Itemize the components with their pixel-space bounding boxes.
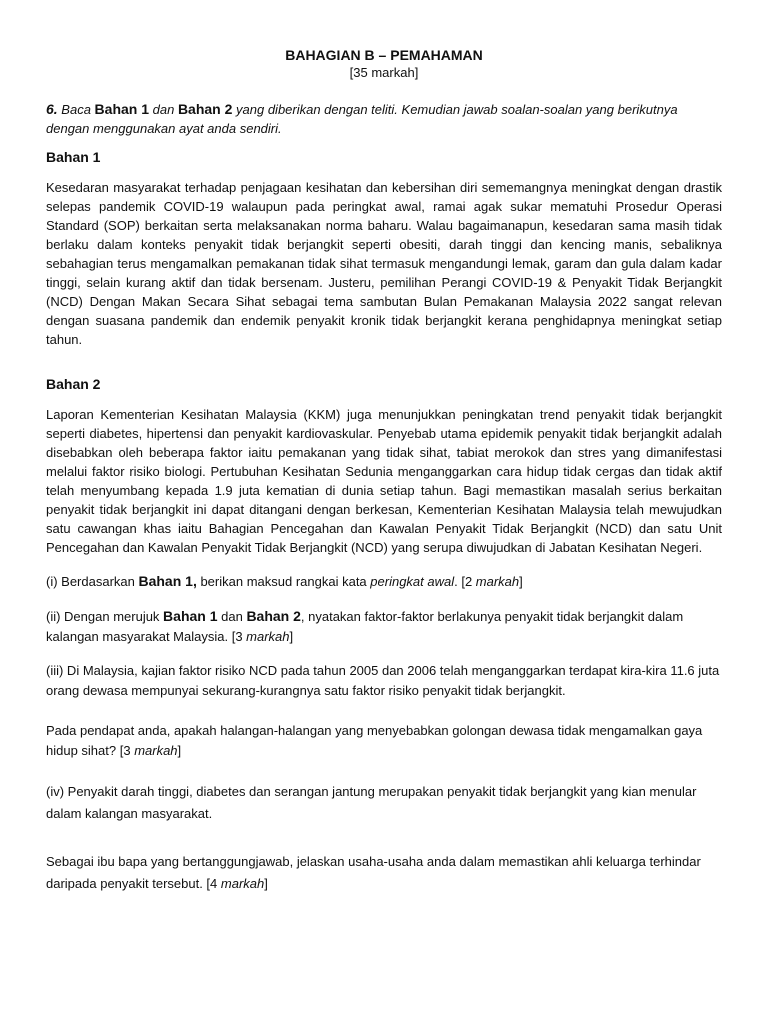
- q1-text-e: . [2: [454, 574, 476, 589]
- q1-text-c: berikan maksud rangkai kata: [196, 574, 371, 589]
- bahan1-text: Kesedaran masyarakat terhadap penjagaan kesihatan dan kebersihan diri sememangnya meningkat dengan drastik selepas pandemik COVID-19 walaupun pada peringkat awal, ramai agak sukar mematuhi Prosedur Operasi Standard (SOP) berkaitan serta melaksanakan norma baharu. Walau bagaimanapun, kesedaran sama masih tidak berlaku dalam konteks penyakit tidak berjangkit seperti obesiti, darah tinggi dan kencing manis, sebaliknya sebahagian terus mengamalkan pemakanan tidak sihat termasuk mengandungi lemak, garam dan gula dalam kadar tinggi, selain kurang aktif dan tidak bersenam. Justeru, pemilihan Perangi COVID-19 & Penyakit Tidak Berjangkit (NCD) Dengan Makan Secara Sihat sebagai tema sambutan Bulan Pemakanan Malaysia 2022 sangat relevan dengan suasana pandemik dan endemik penyakit kronik tidak berjangkit kerana penghidapnya meningkat setiap tahun.: [46, 180, 722, 347]
- q2-text-c: dan: [217, 609, 247, 624]
- q2-bahan2-ref: Bahan 2: [246, 608, 301, 624]
- spacer: [46, 761, 722, 781]
- question-instruction: [46, 100, 722, 138]
- question-iii: [46, 721, 722, 761]
- question-iv: [46, 851, 722, 895]
- section-marks: [35 markah]: [349, 65, 419, 80]
- question-ii: [46, 606, 722, 647]
- q2-bahan1-ref: Bahan 1: [163, 608, 218, 624]
- bahan1-ref: Bahan 1: [94, 101, 150, 117]
- q4-markah: markah: [220, 876, 265, 891]
- q3-text-c: ]: [177, 743, 182, 758]
- q2-text-e: , nyatakan faktor-faktor berlakunya penyakit tidak berjangkit dalam kalangan masyarakat Malaysia. [3: [46, 609, 684, 644]
- q1-phrase: peringkat awal: [370, 574, 455, 589]
- q2-text-g: ]: [289, 629, 294, 644]
- question-number: 6.: [46, 101, 58, 117]
- q1-markah: markah: [475, 574, 520, 589]
- q1-text-g: ]: [519, 574, 523, 589]
- bahan2-heading: Bahan 2: [46, 376, 101, 392]
- section-title: BAHAGIAN B – PEMAHAMAN: [285, 47, 483, 63]
- spacer: [46, 592, 722, 606]
- spacer: [46, 349, 722, 375]
- q2-text-a: (ii) Dengan merujuk: [46, 609, 164, 624]
- instruction-text-1: Baca: [57, 102, 95, 117]
- q1-text-a: (i) Berdasarkan: [46, 574, 139, 589]
- spacer: [46, 557, 722, 571]
- spacer: [46, 701, 722, 721]
- bahan2-ref: Bahan 2: [177, 101, 233, 117]
- question-iii-stem: (iii) Di Malaysia, kajian faktor risiko NCD pada tahun 2005 dan 2006 telah menganggarkan terdapat kira-kira 11.6 juta orang dewasa mempunyai sekurang-kurangnya satu faktor risiko penyakit tidak berjangkit.: [46, 663, 720, 698]
- q2-markah: markah: [246, 629, 290, 644]
- instruction-text-3: yang diberikan dengan teliti. Kemudian jawab soalan-soalan yang berikutnya dengan menggunakan ayat anda sendiri.: [46, 102, 678, 136]
- question-i: [46, 571, 722, 592]
- instruction-text-2: dan: [149, 102, 178, 117]
- q4-text-a: Sebagai ibu bapa yang bertanggungjawab, jelaskan usaha-usaha anda dalam memastikan ahli keluarga terhindar daripada penyakit tersebut. [4: [46, 854, 701, 891]
- q3-markah: markah: [134, 743, 178, 758]
- bahan2-text: Laporan Kementerian Kesihatan Malaysia (KKM) juga menunjukkan peningkatan trend penyakit tidak berjangkit seperti diabetes, hipertensi dan penyakit kardiovaskular. Penyebab utama epidemik penyakit tidak berjangkit adalah disebabkan oleh beberapa faktor iaitu pemakanan yang tidak sihat, tabiat merokok dan stres yang dimanifestasi melalui faktor risiko biologi. Pertubuhan Kesihatan Sedunia menganggarkan cara hidup tidak cergas dan tidak aktif telah menyumbang kepada 1.9 juta kematian di dunia setiap tahun. Bagi memastikan masalah serius berkaitan penyakit tidak berjangkit ini dapat ditangani dengan berkesan, Kementerian Kesihatan Malaysia telah mewujudkan satu cawangan khas iaitu Bahagian Pencegahan dan Kawalan Penyakit Tidak Berjangkit (NCD) dan satu Unit Pencegahan dan Kawalan Penyakit Tidak Berjangkit (NCD) yang serupa diwujudkan di Jabatan Kesihatan Negeri.: [46, 407, 722, 555]
- bahan1-heading: Bahan 1: [46, 149, 101, 165]
- question-iv-stem: (iv) Penyakit darah tinggi, diabetes dan serangan jantung merupakan penyakit tidak berjangkit yang kian menular dalam kalangan masyarakat.: [46, 784, 697, 821]
- q4-text-c: ]: [264, 876, 268, 891]
- q1-bahan-ref: Bahan 1,: [138, 573, 197, 589]
- spacer: [46, 647, 722, 661]
- spacer: [46, 825, 722, 851]
- q3-text-a: Pada pendapat anda, apakah halangan-halangan yang menyebabkan golongan dewasa tidak mengamalkan gaya hidup sihat? [3: [46, 723, 703, 758]
